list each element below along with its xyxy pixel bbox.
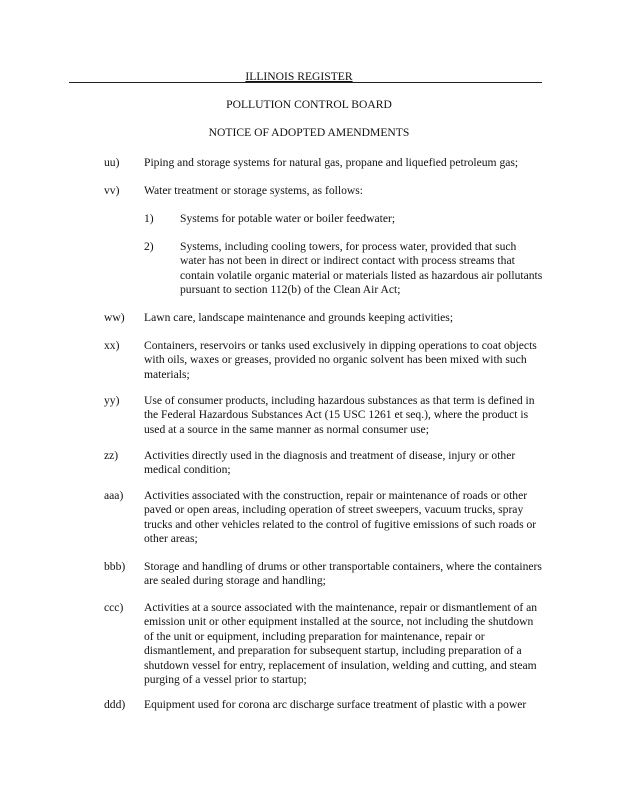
item-text: Use of consumer products, including hazardous substances as that term is defined in the Federal Hazardous Substances Act (15 USC 1261 et seq.), where the product is used at a source in the same manner as normal consumer use; (144, 394, 535, 436)
item-text: Water treatment or storage systems, as follows: (144, 184, 363, 197)
item-label: yy) (104, 394, 120, 407)
notice-title: NOTICE OF ADOPTED AMENDMENTS (208, 126, 410, 139)
register-title: ILLINOIS REGISTER (245, 70, 353, 83)
board-title: POLLUTION CONTROL BOARD (226, 98, 392, 111)
item-text: Equipment used for corona arc discharge surface treatment of plastic with a power (144, 698, 527, 711)
item-label: zz) (104, 449, 119, 462)
item-label: uu) (104, 156, 120, 169)
item-label: ww) (104, 311, 125, 324)
item-text: Activities associated with the construction, repair or maintenance of roads or other paved or open areas, including operation of street sweepers, vacuum trucks, spray trucks and other vehicles related to the control of fugitive emissions of such roads or other areas; (144, 489, 537, 546)
item-text: Piping and storage systems for natural gas, propane and liquefied petroleum gas; (144, 156, 519, 169)
item-text: Activities at a source associated with the maintenance, repair or dismantlement of an emission unit or other equipment installed at the source, not including the shutdown of the unit or equipment, including preparation for maintenance, repair or dismantlement, and preparation for subsequent startup, including preparation of a shutdown vessel for entry, replacement of insulation, welding and cutting, and steam purging of a vessel prior to startup; (144, 601, 538, 687)
item-label: bbb) (104, 560, 126, 573)
item-text: Storage and handling of drums or other transportable containers, where the containers are sealed during storage and handling; (144, 560, 542, 588)
item-label: ddd) (104, 698, 126, 711)
item-label: ccc) (104, 601, 124, 614)
item-label: vv) (104, 184, 120, 197)
item-text: Activities directly used in the diagnosis and treatment of disease, injury or other medical condition; (144, 449, 516, 477)
item-label: xx) (104, 339, 120, 352)
sub-item-label: 1) (144, 212, 154, 225)
sub-item-text: Systems, including cooling towers, for process water, provided that such water has not been in direct or indirect contact with process streams that contain volatile organic material or materials listed as hazardous air pollutants pursuant to section 112(b) of the Clean Air Act; (180, 240, 543, 297)
sub-item-text: Systems for potable water or boiler feedwater; (180, 212, 396, 225)
item-text: Containers, reservoirs or tanks used exclusively in dipping operations to coat objects with oils, waxes or greases, provided no organic solvent has been mixed with such materials; (144, 339, 537, 381)
item-text: Lawn care, landscape maintenance and grounds keeping activities; (144, 311, 454, 324)
sub-item-label: 2) (144, 240, 154, 253)
item-label: aaa) (104, 489, 124, 502)
